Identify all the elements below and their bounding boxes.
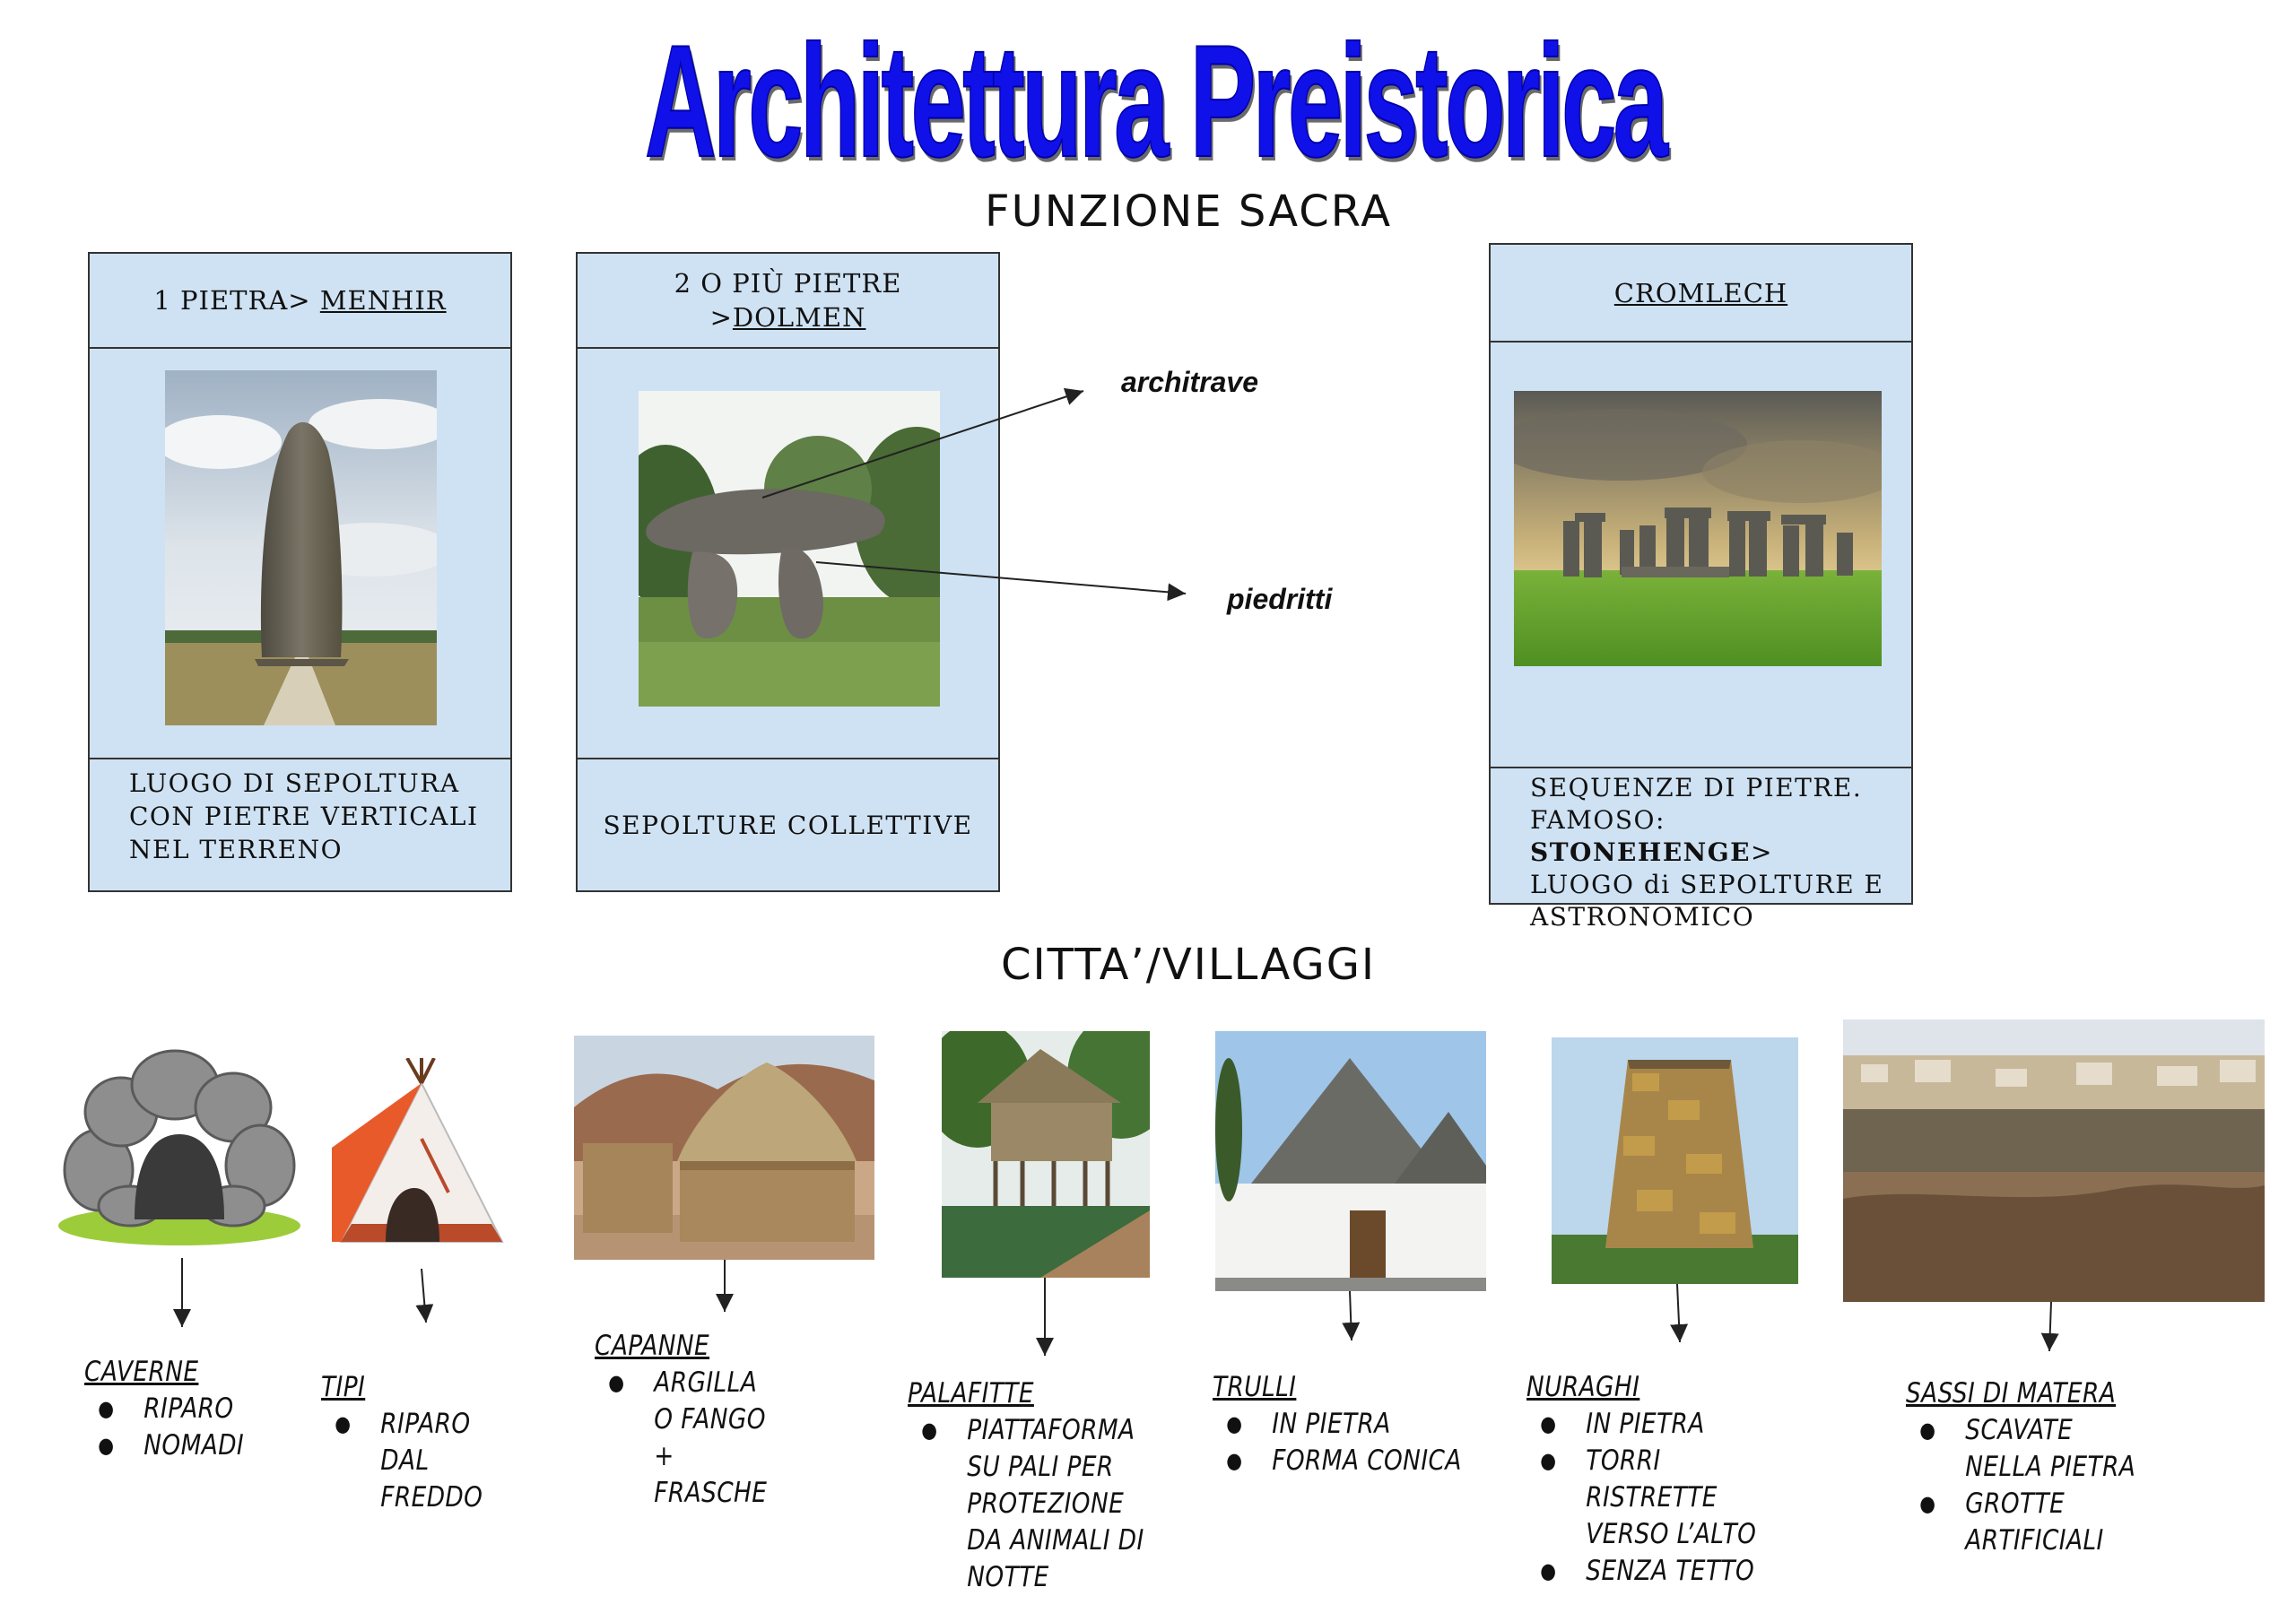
menhir-footer: LUOGO DI SEPOLTURA CON PIETRE VERTICALI NEL TERRENO [90,758,510,890]
list-item: ● SENZA TETTO [1526,1553,1801,1590]
dolmen-link: DOLMEN [732,302,866,333]
list-item: ● NOMADI [84,1427,283,1464]
list-item: ● FORMA CONICA [1213,1443,1465,1479]
list-item: ● IN PIETRA [1526,1406,1801,1443]
menhir-header: 1 PIETRA> MENHIR [90,254,510,349]
menhir-link: MENHIR [319,285,447,316]
list-item: ● RIPARO [84,1391,283,1427]
list-item: ● RIPARO DAL FREDDO [321,1406,510,1516]
page-title: Architettura Preistorica [644,12,1665,190]
nuraghi-title: NURAGHI [1526,1371,1640,1403]
caverne-title: CAVERNE [84,1356,199,1388]
dolmen-header: 2 O PIÙ PIETRE >DOLMEN [578,254,998,349]
trulli-title: TRULLI [1213,1371,1297,1403]
villages-heading: CITTA’/VILLAGGI [1000,940,1377,990]
list-item: ● ARGILLA O FANGO + FRASCHE [595,1365,769,1512]
palafitte-title: PALAFITTE [908,1377,1034,1409]
village-trulli [1213,1369,1465,1479]
cromlech-footer: SEQUENZE DI PIETRE. FAMOSO: STONEHENGE> LUOGO di SEPOLTURE E ASTRONOMICO [1491,767,1911,903]
village-caverne [84,1354,283,1464]
cromlech-link: CROMLECH [1613,277,1788,308]
village-sassi [1906,1375,2180,1559]
list-item: ● PIATTAFORMA SU PALI PER PROTEZIONE DA ANIMALI DI NOTTE [908,1412,1150,1596]
village-tipi [321,1369,519,1516]
list-item: ● TORRI RISTRETTE VERSO L’ALTO [1526,1443,1784,1553]
capanne-title: CAPANNE [595,1330,710,1362]
dolmen-footer: SEPOLTURE COLLETTIVE [578,758,998,890]
sassi-title: SASSI DI MATERA [1906,1377,2117,1409]
sacred-heading: FUNZIONE SACRA [984,186,1393,237]
village-nuraghi [1526,1369,1801,1590]
tipi-title: TIPI [321,1371,366,1403]
piedritti-label: piedritti [1227,583,1333,615]
list-item: ● GROTTE ARTIFICIALI [1906,1486,2148,1559]
list-item: ● SCAVATE NELLA PIETRA [1906,1412,2148,1486]
architrave-label: architrave [1121,366,1258,398]
list-item: ● IN PIETRA [1213,1406,1465,1443]
village-palafitte [908,1375,1160,1596]
village-capanne [595,1328,793,1512]
stonehenge-label: STONEHENGE [1530,837,1752,867]
